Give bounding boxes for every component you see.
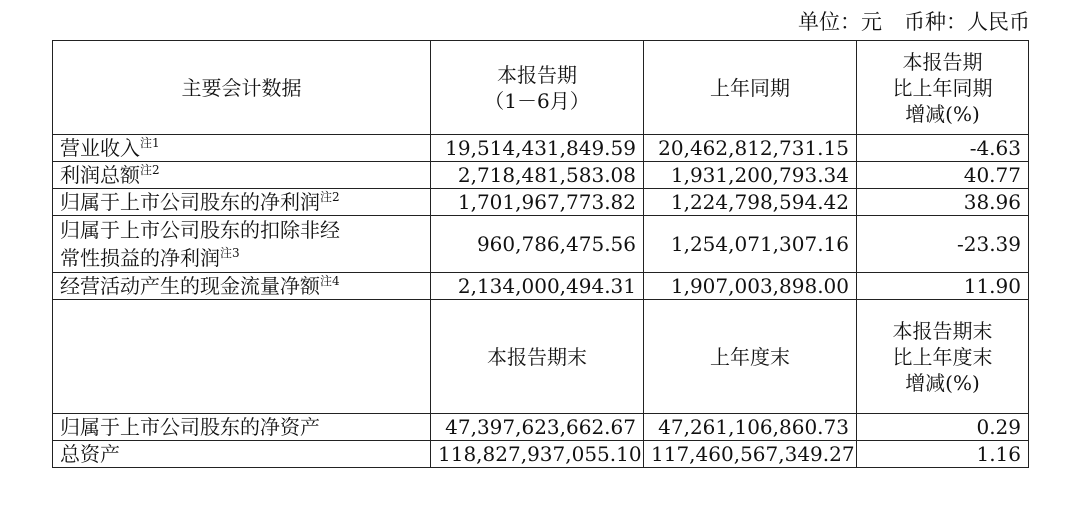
header-change-line1: 本报告期	[902, 49, 983, 74]
row-change-value: -23.39	[857, 216, 1029, 273]
header-row-period-end	[53, 300, 1029, 414]
row-current-value: 118,827,937,055.10	[431, 441, 644, 468]
unit-label: 单位：元	[798, 10, 882, 34]
table-row	[53, 414, 1029, 441]
row-change-value: 0.29	[857, 414, 1029, 441]
header-row-period	[53, 41, 1029, 135]
row-label-total-assets: 总资产	[53, 441, 431, 468]
table-row	[53, 441, 1029, 468]
table-row	[53, 216, 1029, 273]
row-label-operating-cash-flow: 经营活动产生的现金流量净额$^{注4}$	[53, 273, 431, 300]
header-prior-period: 上年同期	[644, 41, 857, 135]
row-current-value: 19,514,431,849.59	[431, 135, 644, 162]
footnote-marker: 注3	[220, 246, 240, 260]
header2-change-line3: 增减(%)	[905, 370, 980, 395]
header-main-data: 主要会计数据	[53, 41, 431, 135]
header2-change-line1: 本报告期末	[892, 318, 993, 343]
row-prior-value: 1,224,798,594.42	[644, 189, 857, 216]
row-current-value: 47,397,623,662.67	[431, 414, 644, 441]
table-row	[53, 273, 1029, 300]
row-prior-value: 117,460,567,349.27	[644, 441, 857, 468]
row-prior-value: 1,907,003,898.00	[644, 273, 857, 300]
row-change-value: 1.16	[857, 441, 1029, 468]
row-prior-value: 1,254,071,307.16	[644, 216, 857, 273]
row-current-value: 2,134,000,494.31	[431, 273, 644, 300]
table-row	[53, 135, 1029, 162]
row-change-value: 38.96	[857, 189, 1029, 216]
row-label-revenue: 营业收入$^{注1}$	[53, 135, 431, 162]
header-prior-year-end: 上年度末	[644, 300, 857, 414]
row-current-value: 1,701,967,773.82	[431, 189, 644, 216]
currency-label: 币种：人民币	[904, 10, 1030, 34]
footnote-marker: 注1	[140, 136, 160, 150]
footnote-marker: 注2	[140, 163, 160, 177]
row-change-value: -4.63	[857, 135, 1029, 162]
row-prior-value: 1,931,200,793.34	[644, 162, 857, 189]
footnote-marker: 注4	[320, 274, 340, 288]
header-current-period-end: 本报告期末	[431, 300, 644, 414]
header-change-line2: 比上年同期	[892, 75, 993, 100]
header-current-period	[431, 41, 644, 135]
row-label-net-assets: 归属于上市公司股东的净资产	[53, 414, 431, 441]
row-prior-value: 47,261,106,860.73	[644, 414, 857, 441]
header-change-period-end	[857, 300, 1029, 414]
row-label-net-profit-excl-nonrecurring: 归属于上市公司股东的扣除非经 常性损益的净利润$^{注3}$	[53, 216, 431, 273]
row-change-value: 40.77	[857, 162, 1029, 189]
header-change-line3: 增减(%)	[905, 101, 980, 126]
row-change-value: 11.90	[857, 273, 1029, 300]
row-prior-value: 20,462,812,731.15	[644, 135, 857, 162]
row-label-net-profit: 归属于上市公司股东的净利润$^{注2}$	[53, 189, 431, 216]
unit-currency-line	[798, 6, 1030, 36]
header2-change-line2: 比上年度末	[892, 344, 993, 369]
table-row	[53, 162, 1029, 189]
row-current-value: 960,786,475.56	[431, 216, 644, 273]
footnote-marker: 注2	[320, 190, 340, 204]
header-empty-cell	[53, 300, 431, 414]
header-current-period-line1: 本报告期	[497, 62, 577, 87]
table-row	[53, 189, 1029, 216]
header-current-period-line2: （1－6月）	[484, 88, 590, 113]
row-label-total-profit: 利润总额$^{注2}$	[53, 162, 431, 189]
row-current-value: 2,718,481,583.08	[431, 162, 644, 189]
header-change-period	[857, 41, 1029, 135]
key-accounting-data-table	[52, 40, 1029, 468]
